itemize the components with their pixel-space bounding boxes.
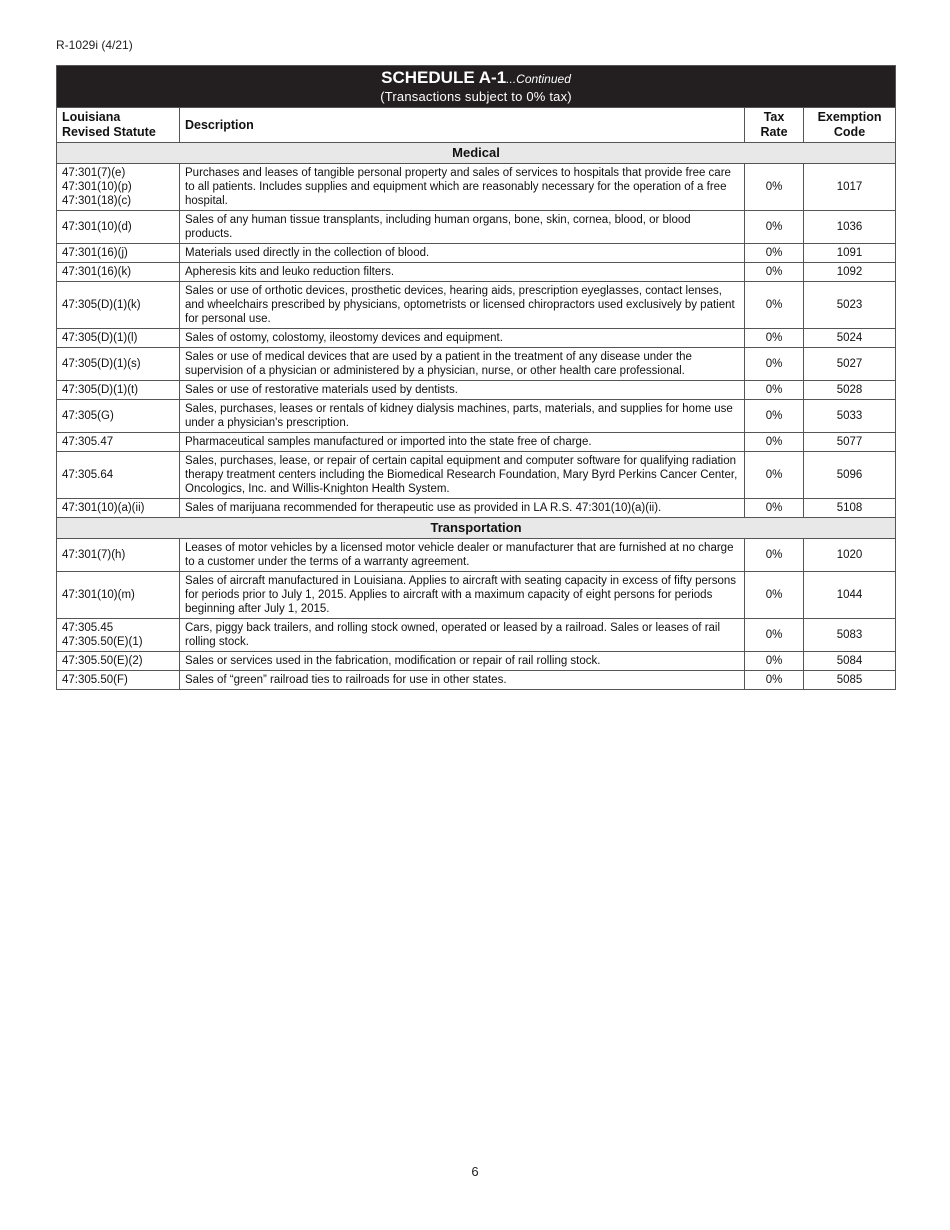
exemption-code-cell: 5024	[804, 329, 896, 348]
statute-citation: 47:305(D)(1)(s)	[62, 358, 141, 370]
exemption-code-cell: 5083	[804, 619, 896, 652]
tax-rate-cell: 0%	[745, 572, 804, 619]
column-header-tax-rate: Tax Rate	[745, 108, 804, 143]
page-number: 6	[471, 1164, 479, 1179]
exemption-code-cell: 5096	[804, 452, 896, 499]
table-row	[57, 572, 896, 619]
statute-citation: 47:305(D)(1)(k)	[62, 299, 141, 311]
table-row	[57, 499, 896, 518]
table-body	[57, 143, 896, 690]
exemption-code-cell: 5028	[804, 381, 896, 400]
description-cell: Sales of “green” railroad ties to railroads for use in other states.	[180, 671, 745, 690]
tax-rate-cell: 0%	[745, 433, 804, 452]
table-row	[57, 244, 896, 263]
statute-cell	[57, 671, 180, 690]
statute-citation: 47:301(10)(d)	[62, 221, 132, 233]
exemption-code-cell: 5027	[804, 348, 896, 381]
schedule-title: SCHEDULE A-1	[381, 68, 507, 87]
table-row	[57, 164, 896, 211]
statute-citation: 47:305.50(F)	[62, 674, 128, 686]
statute-cell	[57, 619, 180, 652]
tax-rate-cell: 0%	[745, 263, 804, 282]
statute-cell	[57, 329, 180, 348]
tax-rate-cell: 0%	[745, 329, 804, 348]
tax-rate-cell: 0%	[745, 671, 804, 690]
description-cell: Leases of motor vehicles by a licensed motor vehicle dealer or manufacturer that are furnished at no charge to a customer under the terms of a warranty agreement.	[180, 539, 745, 572]
schedule-subtitle: (Transactions subject to 0% tax)	[380, 89, 572, 104]
statute-citation: 47:305(G)	[62, 410, 114, 422]
table-row	[57, 211, 896, 244]
table-row	[57, 433, 896, 452]
statute-cell	[57, 499, 180, 518]
description-cell: Sales of aircraft manufactured in Louisiana. Applies to aircraft with seating capacity in excess of fifty persons for periods prior to July 1, 2015. Applies to aircraft with a maximum capacity of eight persons for periods beginning after July 1, 2015.	[180, 572, 745, 619]
schedule-title-cell	[57, 66, 896, 108]
description-cell: Sales of marijuana recommended for therapeutic use as provided in LA R.S. 47:301(10)(a)(ii).	[180, 499, 745, 518]
table-row	[57, 381, 896, 400]
statute-citation: 47:301(18)(c)	[62, 195, 132, 207]
exemption-code-cell: 1020	[804, 539, 896, 572]
statute-citation: 47:301(16)(j)	[62, 247, 128, 259]
statute-citation: 47:305(D)(1)(t)	[62, 384, 139, 396]
schedule-continued: ...Continued	[506, 72, 571, 86]
statute-citation: 47:305.64	[62, 469, 114, 481]
exemption-code-cell: 5023	[804, 282, 896, 329]
statute-citation: 47:301(10)(p)	[62, 181, 132, 193]
statute-cell	[57, 263, 180, 282]
table-row	[57, 263, 896, 282]
section-title: Medical	[57, 143, 896, 164]
table-row	[57, 282, 896, 329]
tax-rate-cell: 0%	[745, 381, 804, 400]
exemption-code-cell: 5108	[804, 499, 896, 518]
tax-rate-cell: 0%	[745, 452, 804, 499]
exemption-code-cell: 1036	[804, 211, 896, 244]
table-row	[57, 329, 896, 348]
statute-cell	[57, 164, 180, 211]
statute-citation: 47:305(D)(1)(l)	[62, 332, 138, 344]
column-header-row	[57, 108, 896, 143]
statute-citation: 47:301(7)(e)	[62, 167, 126, 179]
section-header-transportation	[57, 518, 896, 539]
schedule-title-bar	[57, 66, 896, 108]
statute-citation: 47:305.45	[62, 622, 114, 634]
schedule-table	[56, 65, 896, 690]
column-header-statute: Louisiana Revised Statute	[57, 108, 180, 143]
tax-rate-cell: 0%	[745, 652, 804, 671]
tax-rate-cell: 0%	[745, 244, 804, 263]
exemption-code-cell: 1044	[804, 572, 896, 619]
exemption-code-cell: 5085	[804, 671, 896, 690]
exemption-code-cell: 1091	[804, 244, 896, 263]
description-cell: Sales or services used in the fabrication, modification or repair of rail rolling stock.	[180, 652, 745, 671]
table-row	[57, 348, 896, 381]
statute-cell	[57, 539, 180, 572]
exemption-code-cell: 5033	[804, 400, 896, 433]
tax-rate-cell: 0%	[745, 211, 804, 244]
table-row	[57, 619, 896, 652]
statute-cell	[57, 381, 180, 400]
statute-cell	[57, 400, 180, 433]
tax-rate-cell: 0%	[745, 282, 804, 329]
tax-rate-cell: 0%	[745, 348, 804, 381]
description-cell: Sales, purchases, leases or rentals of kidney dialysis machines, parts, materials, and supplies for home use under a physician's prescription.	[180, 400, 745, 433]
description-cell: Pharmaceutical samples manufactured or imported into the state free of charge.	[180, 433, 745, 452]
table-row	[57, 671, 896, 690]
description-cell: Sales or use of orthotic devices, prosthetic devices, hearing aids, prescription eyeglasses, contact lenses, and wheelchairs prescribed by physicians, optometrists or licensed chiropractors used exclusively by patient for personal use.	[180, 282, 745, 329]
description-cell: Sales of any human tissue transplants, including human organs, bone, skin, cornea, blood, or blood products.	[180, 211, 745, 244]
tax-rate-cell: 0%	[745, 619, 804, 652]
statute-cell	[57, 282, 180, 329]
form-id: R-1029i (4/21)	[56, 38, 133, 52]
table-row	[57, 452, 896, 499]
description-cell: Sales or use of restorative materials used by dentists.	[180, 381, 745, 400]
tax-rate-cell: 0%	[745, 539, 804, 572]
tax-rate-cell: 0%	[745, 400, 804, 433]
exemption-code-cell: 1092	[804, 263, 896, 282]
statute-cell	[57, 433, 180, 452]
statute-citation: 47:305.50(E)(2)	[62, 655, 143, 667]
statute-cell	[57, 652, 180, 671]
exemption-code-cell: 5084	[804, 652, 896, 671]
description-cell: Sales of ostomy, colostomy, ileostomy devices and equipment.	[180, 329, 745, 348]
tax-rate-cell: 0%	[745, 164, 804, 211]
exemption-code-cell: 1017	[804, 164, 896, 211]
description-cell: Purchases and leases of tangible personal property and sales of services to hospitals that provide free care to all patients. Includes supplies and equipment which are reasonably necessary for the operation of a free hospital.	[180, 164, 745, 211]
tax-rate-cell: 0%	[745, 499, 804, 518]
column-header-exemption-code: Exemption Code	[804, 108, 896, 143]
statute-citation: 47:305.47	[62, 436, 114, 448]
statute-cell	[57, 244, 180, 263]
description-cell: Sales, purchases, lease, or repair of certain capital equipment and computer software for qualifying radiation therapy treatment centers including the Biomedical Research Foundation, Mary Byrd Perkins Cancer Center, Oncologics, Inc. and Willis-Knighton Health System.	[180, 452, 745, 499]
statute-cell	[57, 211, 180, 244]
description-cell: Cars, piggy back trailers, and rolling stock owned, operated or leased by a railroad. Sales or leases of rail rolling stock.	[180, 619, 745, 652]
description-cell: Sales or use of medical devices that are used by a patient in the treatment of any disease under the supervision of a physician or administered by a physician, nurse, or other health care professional.	[180, 348, 745, 381]
table-row	[57, 400, 896, 433]
statute-citation: 47:301(7)(h)	[62, 549, 126, 561]
statute-citation: 47:301(10)(a)(ii)	[62, 502, 145, 514]
column-header-description: Description	[180, 108, 745, 143]
statute-citation: 47:305.50(E)(1)	[62, 636, 143, 648]
section-header-medical	[57, 143, 896, 164]
statute-cell	[57, 348, 180, 381]
table-row	[57, 539, 896, 572]
description-cell: Materials used directly in the collection of blood.	[180, 244, 745, 263]
section-title: Transportation	[57, 518, 896, 539]
statute-citation: 47:301(10)(m)	[62, 589, 135, 601]
exemption-code-cell: 5077	[804, 433, 896, 452]
statute-cell	[57, 452, 180, 499]
statute-citation: 47:301(16)(k)	[62, 266, 132, 278]
table-row	[57, 652, 896, 671]
statute-cell	[57, 572, 180, 619]
description-cell: Apheresis kits and leuko reduction filters.	[180, 263, 745, 282]
